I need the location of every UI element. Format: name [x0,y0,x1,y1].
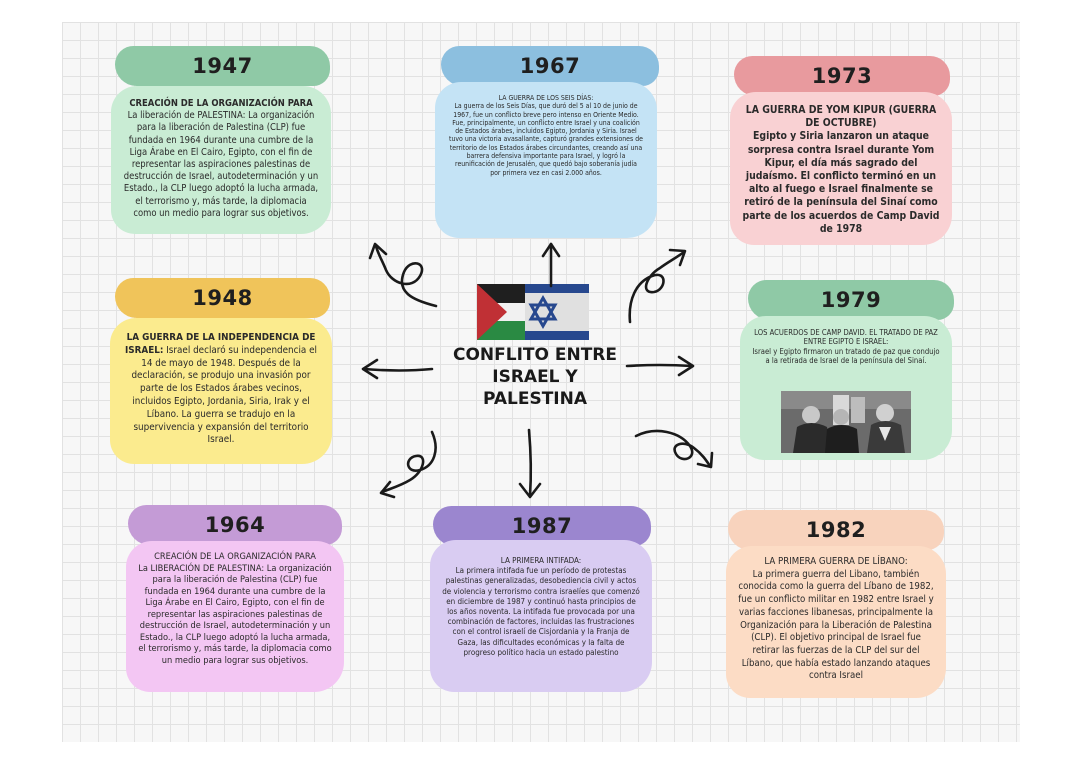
year-badge-1964: 1964 [128,505,342,545]
event-heading: LA GUERRA DE LA INDEPENDENCIA DE ISRAEL: [124,332,316,356]
arrow-up-to-1967 [543,244,559,286]
event-heading: LA PRIMERA INTIFADA: [500,556,582,565]
event-heading: CREACIÓN DE LA ORGANIZACIÓN PARA [129,98,313,109]
event-description: Israel y Egipto firmaron un tratado de paz que condujo a la retirada de Israel de la península del Sinaí. [752,346,940,366]
event-description: Egipto y Siria lanzaron un ataque sorpresa contra Israel durante Yom Kipur, el día más sagrado del judaísmo. El conflicto terminó en un alto al fuego e Israel finalmente se retiró de la península del Sinaí como parte de los acuerdos de Camp David de 1978 [742,130,940,235]
arrow-down-to-1987 [520,430,540,497]
arrow-left-to-1948 [363,360,432,378]
year-badge-1973: 1973 [734,56,950,96]
year-badge-1987: 1987 [433,506,651,546]
year-badge-1948: 1948 [115,278,330,318]
year-badge-1979: 1979 [748,280,954,320]
event-heading: LA GUERRA DE YOM KIPUR (GUERRA DE OCTUBRE) [745,104,937,130]
year-badge-1947: 1947 [115,46,330,86]
arrow-right-to-1979 [627,357,693,375]
arrow-curly-to-1947 [370,244,436,306]
arrow-curly-to-1973 [630,250,685,322]
event-description: La guerra de los Seis Días, que duró del 5 al 10 de junio de 1967, fue un conflicto breve pero intenso en Oriente Medio. Fue, principalmente, un conflicto entre Israel y una coalición de Estados árabes, incluidos Egipto, Jordania y Siria. Israel tuvo una victoria avasallante, capturó grandes extensiones de territorio de los Estados árabes circundantes, creando así una barrera defensiva importante para Israel, y logró la reunificación de Jerusalén, que quedó bajo soberanía judía por primera vez en casi 2.000 años. [449,102,643,177]
event-description: La primera intifada fue un período de protestas palestinas generalizadas, desobediencia civil y actos de violencia y terrorismo contra israelíes que comenzó en diciembre de 1987 y continuó hasta principios de los años noventa. La intifada fue provocada por una combinación de factores, incluidas las frustraciones con el control israelí de Cisjordania y la Franja de Gaza, las dificultades económicas y la falta de progreso político hacia un estado palestino [442,566,640,657]
event-body: Israel declaró su independencia el 14 de mayo de 1948. Después de la declaración, se produjo una invasión por parte de los Estados árabes vecinos, incluidos Egipto, Jordania, Siria, Irak y el Líbano. La guerra se tradujo en la supervivencia y expansión del territorio Israel. [131,344,318,446]
event-description: La liberación de PALESTINA: La organización para la liberación de Palestina (CLP) fue fundada en 1964 durante una cumbre de la Liga Árabe en El Cairo, Egipto, con el fin de representar las aspiraciones palestinas de destrucción de Israel, autodeterminación y un Estado., la CLP luego adoptó la lucha armada, el terrorismo y, más tarde, la diplomacia como un medio para lograr sus objetivos. [123,110,319,219]
event-heading: LA GUERRA DE LOS SEIS DÍAS: [498,94,594,102]
event-heading: LA PRIMERA GUERRA DE LÍBANO: [764,556,908,567]
event-description: La primera guerra del Libano, también conocida como la guerra del Líbano de 1982, fue un conflicto militar en 1982 entre Israel y varias facciones libanesas, principalmente la Organización para la Liberación de Palestina (CLP). El objetivo principal de Israel fue retirar las fuerzas de la CLP del sur del Líbano, que había estado lanzando ataques contra Israel [738,568,934,682]
event-heading: CREACIÓN DE LA ORGANIZACIÓN PARA [154,551,316,562]
year-badge-1982: 1982 [728,510,944,550]
event-description: La LIBERACIÓN DE PALESTINA: La organización para la liberación de Palestina (CLP) fue fundada en 1964 durante una cumbre de la Liga Árabe en El Cairo, Egipto, con el fin de representar las aspiraciones palestinas de destrucción de Israel, autodeterminación y un Estado., la CLP luego adoptó la lucha armada, el terrorismo y, más tarde, la diplomacia como un medio para lograr sus objetivos. [138,562,332,666]
event-heading: LOS ACUERDOS DE CAMP DAVID. EL TRATADO DE PAZ ENTRE EGIPTO E ISRAEL: [754,328,938,347]
central-title: CONFLITO ENTRE ISRAEL Y PALESTINA [452,345,618,409]
year-badge-1967: 1967 [441,46,659,86]
arrow-curly-to-1982 [636,431,712,467]
arrow-curly-to-1964 [381,432,436,497]
